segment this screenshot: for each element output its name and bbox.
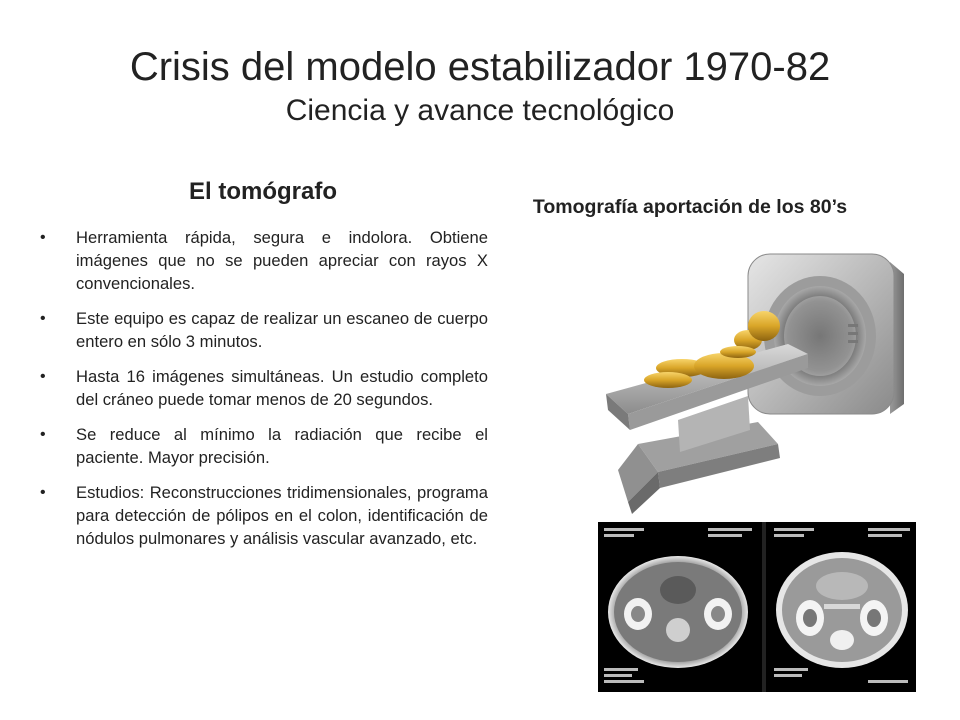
bullet-list (40, 226, 488, 562)
bullet-icon: • (40, 484, 46, 501)
bullet-text: Herramienta rápida, segura e indolora. Obtiene imágenes que no se pueden apreciar con rayos X convencionales. (76, 228, 488, 293)
bullet-icon: • (40, 426, 46, 443)
ct-scanner-illustration (598, 244, 910, 514)
bullet-item (40, 307, 488, 353)
bullet-icon: • (40, 368, 46, 385)
bullet-text: Estudios: Reconstrucciones tridimensionales, programa para detección de pólipos en el colon, identificación de nódulos pulmonares y análisis vascular avanzado, etc. (76, 483, 488, 548)
bullet-icon: • (40, 310, 46, 327)
bullet-item (40, 423, 488, 469)
slide-title: Crisis del modelo estabilizador 1970-82 (129, 45, 831, 89)
slide-subtitle: Ciencia y avance tecnológico (285, 94, 675, 127)
right-column-heading: Tomografía aportación de los 80’s (532, 196, 848, 218)
bullet-item (40, 481, 488, 550)
bullet-text: Hasta 16 imágenes simultáneas. Un estudio completo del cráneo puede tomar menos de 20 segundos. (76, 367, 488, 409)
bullet-item (40, 365, 488, 411)
ct-scan-images (598, 522, 916, 692)
bullet-text: Se reduce al mínimo la radiación que recibe el paciente. Mayor precisión. (76, 425, 488, 467)
left-column-heading: El tomógrafo (189, 178, 337, 205)
bullet-icon: • (40, 229, 46, 246)
title-block (0, 42, 960, 130)
bullet-item (40, 226, 488, 295)
bullet-text: Este equipo es capaz de realizar un escaneo de cuerpo entero en sólo 3 minutos. (76, 309, 488, 351)
